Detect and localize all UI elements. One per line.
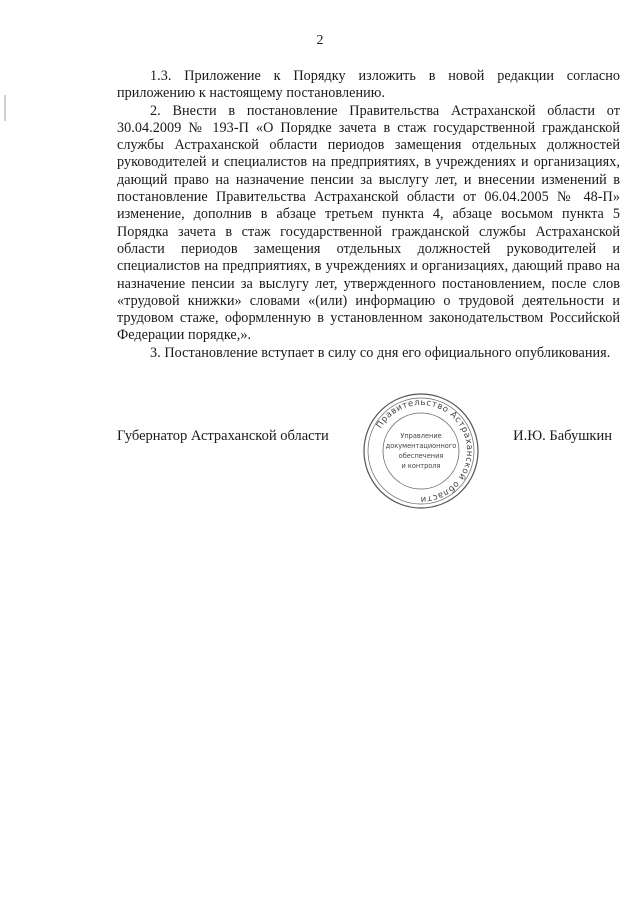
signatory-title: Губернатор Астраханской области	[117, 428, 329, 444]
official-seal	[361, 391, 481, 511]
signatory-name: И.Ю. Бабушкин	[513, 428, 612, 444]
seal-line-1: Управление	[400, 432, 442, 440]
paragraph-2: 2. Внести в постановление Правительства Астраханской области от 30.04.2009 № 193-П «О Порядке зачета в стаж государственной гражданской службы Астраханской области периодов замещения отдельных должностей руководителей и специалистов на предприятиях, в учреждениях и организациях, дающий право на назначение пенсии за выслугу лет, и внесении изменений в постановление Правительства Астраханской области от 06.04.2005 № 48-П» изменение, дополнив в абзаце третьем пункта 4, абзаце восьмом пункта 5 Порядка зачета в стаж государственной гражданской службы Астраханской области периодов замещения отдельных должностей руководителей и специалистов на предприятиях, в учреждениях и организациях, дающий право на назначение пенсии за выслугу лет, утвержденного постановлением, после слов «трудовой книжки» словами «(или) информацию о трудовой деятельности и трудовом стаже, оформленную в установленном законодательством Российской Федерации порядке,».	[117, 102, 620, 344]
paragraph-1-3: 1.3. Приложение к Порядку изложить в новой редакции согласно приложению к настоящему постановлению.	[117, 68, 620, 102]
seal-line-4: и контроля	[401, 462, 441, 470]
paragraph-3: 3. Постановление вступает в силу со дня его официального опубликования.	[150, 344, 611, 361]
seal-line-3: обеспечения	[398, 452, 444, 460]
document-body	[117, 68, 620, 362]
seal-ring-text: Правительство Астраханской области	[374, 397, 475, 505]
scan-mark	[4, 95, 6, 121]
seal-line-2: документационного	[385, 442, 457, 450]
page-number: 2	[316, 33, 324, 48]
